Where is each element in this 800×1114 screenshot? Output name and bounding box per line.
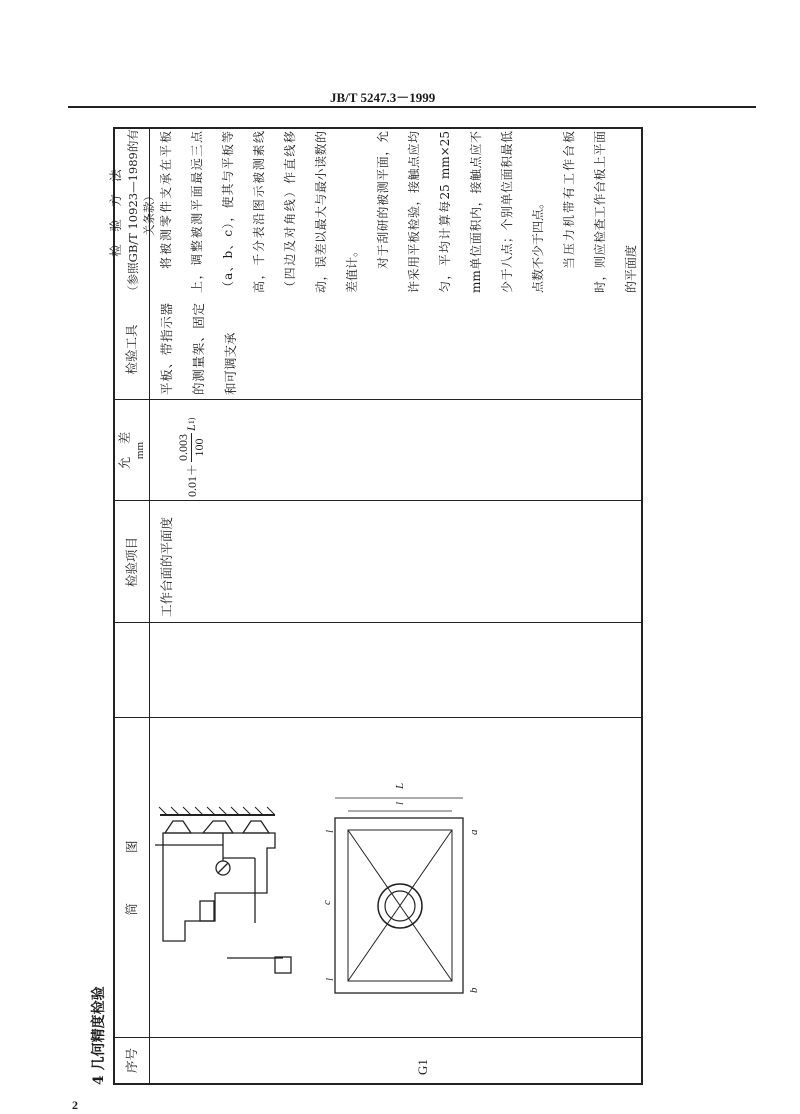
row-item: 工作台面的平面度 bbox=[159, 516, 174, 617]
row-method bbox=[151, 131, 641, 293]
header-tolerance bbox=[115, 400, 149, 501]
row-tool: 平板、带指示器的测量架、固定和可调支承 bbox=[159, 303, 238, 395]
gauge-block bbox=[200, 901, 214, 921]
tolerance-denominator: 100 bbox=[191, 438, 206, 457]
label-l-top: l bbox=[324, 977, 336, 981]
standard-code: JB/T 5247.3－1999 bbox=[330, 90, 436, 105]
header-method-label: 检 验 方 法 bbox=[108, 169, 124, 257]
tolerance-variable: L bbox=[183, 424, 198, 431]
label-b: b bbox=[468, 987, 480, 993]
header-tolerance-label: 允 差 bbox=[116, 431, 132, 470]
label-c: c bbox=[321, 900, 333, 905]
header-seq: 序号 bbox=[124, 1048, 140, 1074]
row-seq: G1 bbox=[415, 1059, 430, 1075]
inspection-table bbox=[108, 127, 643, 1085]
header-method-ref: （参照GB/T 10923—1989的有关条款） bbox=[125, 129, 156, 297]
header-tolerance-unit: mm bbox=[134, 441, 147, 460]
method-paragraph-3: 当压力机带有工作台板时，则应检查工作台板上平面的平面度 bbox=[562, 131, 638, 293]
rotated-content bbox=[91, 63, 688, 1085]
table-outline bbox=[335, 818, 463, 993]
inspection-diagram bbox=[155, 721, 640, 1033]
header-tool: 检验工具 bbox=[124, 324, 140, 375]
label-l-side: l bbox=[394, 801, 406, 805]
header-method bbox=[108, 127, 156, 299]
tolerance-numerator: 0.003 bbox=[175, 433, 190, 461]
label-L: L bbox=[394, 782, 406, 789]
page-number: 2 bbox=[72, 1098, 78, 1112]
label-a: a bbox=[468, 829, 480, 835]
tolerance-prefix: 0.01＋ bbox=[184, 463, 199, 497]
tolerance-fraction bbox=[176, 433, 207, 462]
support-left bbox=[165, 821, 191, 833]
header-diagram: 简 图 bbox=[124, 840, 140, 916]
col-divider-tool bbox=[115, 399, 641, 400]
surface-plate-hatch bbox=[159, 807, 275, 815]
stand-base bbox=[275, 957, 291, 973]
col-divider-tolerance bbox=[115, 500, 641, 501]
workpiece bbox=[163, 833, 275, 941]
col-divider-diagram bbox=[115, 717, 641, 718]
support-right bbox=[243, 821, 269, 833]
section-title: 4 几何精度检验 bbox=[91, 986, 107, 1085]
method-paragraph-1: 将被测零件支承在平板上，调整被测平面最远三点（a、b、c），使其与平板等高，千分表沿图示被测素线（四边及对角线）作直线移动，误差以最大与最小读数的差值计。 bbox=[159, 131, 359, 293]
tolerance-footnote: 1) bbox=[186, 417, 196, 425]
dial-needle bbox=[218, 863, 228, 873]
label-l-bottom: l bbox=[324, 829, 336, 833]
support-middle bbox=[203, 821, 233, 833]
col-divider-item bbox=[115, 622, 641, 623]
header-item: 检验项目 bbox=[124, 537, 140, 588]
col-divider-seq bbox=[115, 1037, 641, 1038]
method-paragraph-2: 对于刮研的被测平面，允许采用平板检验，接触点应均匀，平均计算每25 mm×25 mm单位面积内，接触点应不少于八点；个别单位面积最低点数不少于四点。 bbox=[376, 131, 545, 293]
row-tolerance bbox=[161, 402, 221, 497]
